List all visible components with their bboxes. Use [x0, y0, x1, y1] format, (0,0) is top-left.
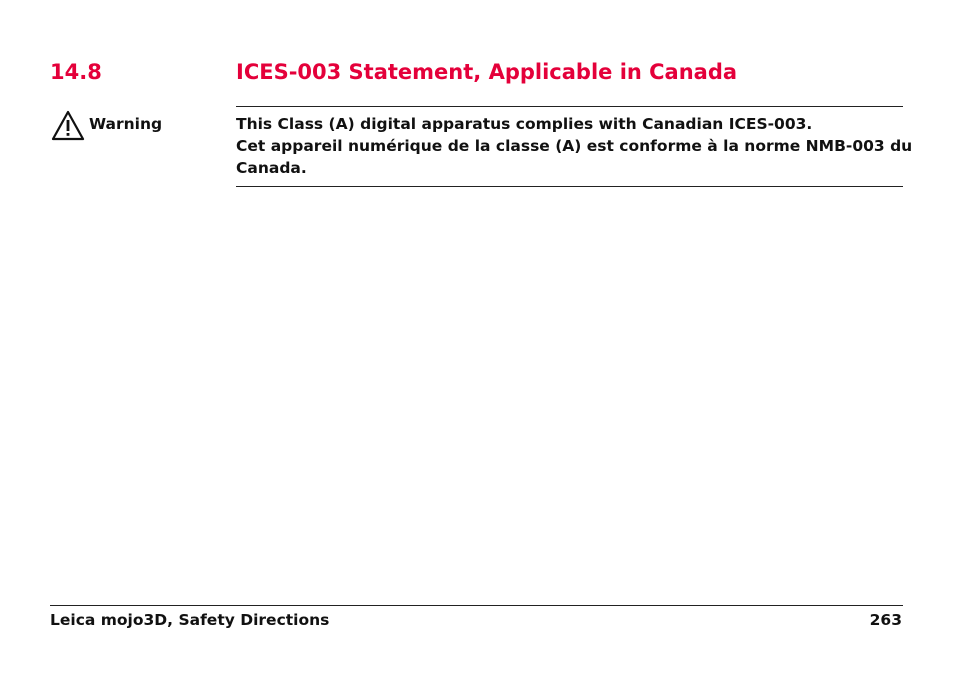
section-title: ICES-003 Statement, Applicable in Canada — [236, 60, 738, 84]
footer-title: Leica mojo3D, Safety Directions — [50, 611, 330, 629]
warning-triangle-icon — [51, 110, 85, 141]
warning-statement — [236, 113, 913, 179]
divider-top — [236, 106, 903, 107]
statement-line-french-continued: Canada. — [236, 159, 307, 177]
statement-line-french: Cet appareil numérique de la classe (A) est conforme à la norme NMB-003 du — [236, 137, 913, 155]
section-number: 14.8 — [50, 60, 102, 84]
statement-line-english: This Class (A) digital apparatus complies with Canadian ICES-003. — [236, 115, 813, 133]
warning-label: Warning — [89, 115, 163, 133]
divider-bottom — [236, 186, 903, 187]
page-number: 263 — [869, 611, 902, 629]
footer-divider — [50, 605, 903, 606]
